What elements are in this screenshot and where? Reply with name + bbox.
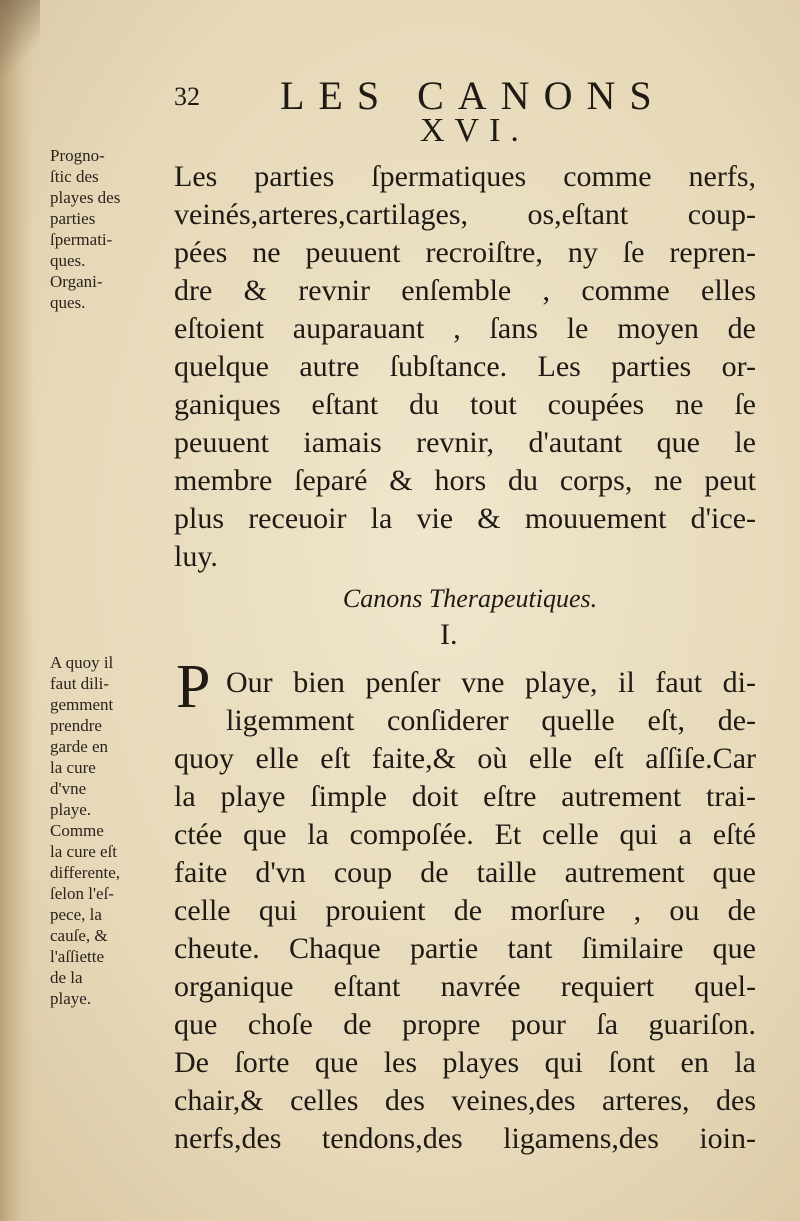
sidenote-line: ſelon l'eſ- — [50, 884, 114, 903]
text-line: quelque autre ſubſtance. Les parties or- — [174, 350, 756, 383]
text-line: Our bien penſer vne playe, il faut di- — [226, 666, 756, 699]
sidenote-line: de la — [50, 968, 83, 987]
sidenote-line: prendre — [50, 716, 102, 735]
drop-cap: P — [176, 653, 211, 721]
page-title: LES CANONS — [280, 73, 666, 118]
sidenote-line: differente, — [50, 863, 121, 882]
text-line: cheute. Chaque partie tant ſimilaire que — [174, 932, 756, 965]
page-corner-shadow — [0, 0, 40, 80]
sidenote-line: d'vne — [50, 779, 87, 798]
sidenote-line: Progno- — [50, 146, 105, 165]
sidenote-cure — [50, 652, 180, 1009]
text-line: faite d'vn coup de taille autrement que — [174, 856, 756, 889]
sidenote-line: garde en — [50, 737, 109, 756]
sidenote-line: Comme — [50, 821, 104, 840]
canon-16-text — [174, 158, 756, 576]
sidenote-line: ques. — [50, 293, 86, 312]
canon-number: I. — [440, 618, 458, 651]
section-heading: Canons Therapeutiques. — [342, 584, 598, 613]
sidenote-line: gemment — [50, 695, 114, 714]
text-line: que choſe de propre pour ſa guariſon. — [174, 1008, 756, 1041]
text-line: veinés,arteres,cartilages, os,eſtant coup- — [174, 198, 756, 231]
sidenote-line: la cure — [50, 758, 96, 777]
text-line: ligemment conſiderer quelle eſt, de- — [226, 704, 756, 737]
text-line: quoy elle eſt faite,& où elle eſt aſſiſe.Car — [174, 742, 756, 775]
sidenote-line: A quoy il — [50, 653, 114, 672]
canon-therapeutic-text — [174, 664, 756, 1158]
text-line: ganiques eſtant du tout coupées ne ſe — [174, 388, 756, 421]
text-line: luy. — [174, 540, 218, 573]
sidenote-line: Organi- — [50, 272, 103, 291]
sidenote-line: playe. — [50, 800, 92, 819]
sidenote-line: pece, la — [50, 905, 102, 924]
sidenote-line: l'aſſiette — [50, 947, 105, 966]
sidenote-line: ſpermati- — [50, 230, 113, 249]
page-binding-shadow — [0, 0, 34, 1221]
sidenote-prognostic — [50, 145, 180, 313]
text-line: celle qui prouient de morſure , ou de — [174, 894, 756, 927]
sidenote-line: parties — [50, 209, 96, 228]
text-line: la playe ſimple doit eſtre autrement trai- — [174, 780, 756, 813]
sidenote-line: ques. — [50, 251, 86, 270]
sidenote-line: ſtic des — [50, 167, 99, 186]
text-line: chair,& celles des veines,des arteres, des — [174, 1084, 756, 1117]
sidenote-line: playes des — [50, 188, 121, 207]
text-line: De ſorte que les playes qui ſont en la — [174, 1046, 756, 1079]
text-line: plus receuoir la vie & mouuement d'ice- — [174, 502, 756, 535]
text-line: Les parties ſpermatiques comme nerfs, — [174, 160, 756, 193]
text-line: eſtoient auparauant , ſans le moyen de — [174, 312, 756, 345]
text-line: ctée que la compoſée. Et celle qui a eſté — [174, 818, 756, 851]
page-number: 32 — [174, 82, 200, 111]
sidenote-line: playe. — [50, 989, 92, 1008]
text-line: organique eſtant navrée requiert quel- — [174, 970, 756, 1003]
sidenote-line: la cure eſt — [50, 842, 118, 861]
text-line: dre & revnir enſemble , comme elles — [174, 274, 756, 307]
text-line: pées ne peuuent recroiſtre, ny ſe repren- — [174, 236, 756, 269]
text-line: membre ſeparé & hors du corps, ne peut — [174, 464, 756, 497]
sidenote-line: cauſe, & — [50, 926, 108, 945]
text-line: peuuent iamais revnir, d'autant que le — [174, 426, 756, 459]
text-line: nerfs,des tendons,des ligamens,des ioin- — [174, 1122, 756, 1155]
sidenote-line: faut dili- — [50, 674, 110, 693]
section-number: XVI. — [420, 112, 529, 149]
